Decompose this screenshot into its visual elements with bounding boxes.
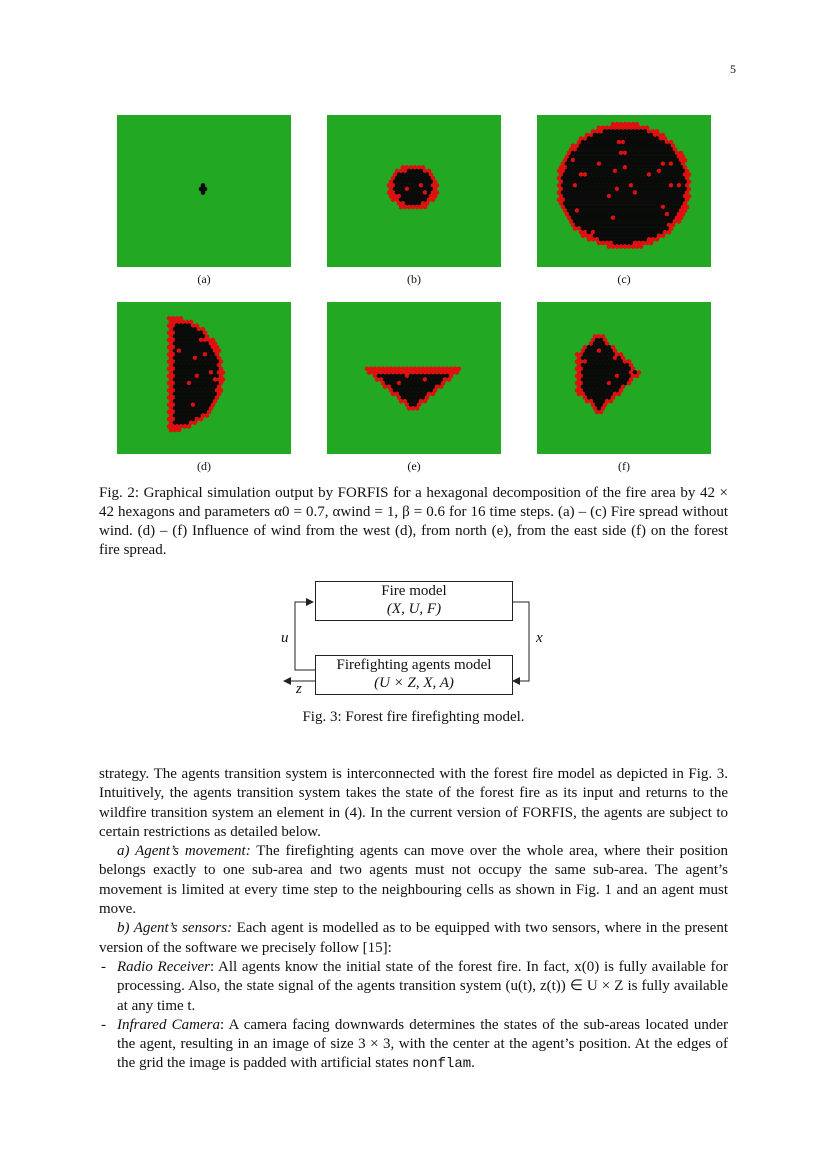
burning-cell: [607, 244, 612, 249]
paragraph-2-heading: a) Agent’s movement:: [117, 843, 251, 860]
burning-cell: [609, 399, 614, 404]
burning-cell: [601, 241, 606, 246]
burning-cell: [615, 244, 620, 249]
paragraph-3-heading: b) Agent’s sensors:: [117, 920, 233, 937]
burning-cell: [599, 410, 604, 415]
burning-cell: [367, 370, 372, 375]
fire-panel-a-svg: [117, 115, 291, 267]
bullet-2-end: .: [471, 1055, 475, 1072]
burning-cell: [169, 428, 174, 433]
bullet-1-text: : All agents know the initial state of the forest fire. In fact, x(0) is fully available for processing. Also, the state signal of the agents transition system (u(t), z(t)) ∈ U × Z is fully available at any time t.: [117, 958, 728, 1014]
figure3-diagram: [270, 575, 560, 700]
bullet-1-heading: Radio Receiver: [117, 958, 210, 975]
sensor-list: [99, 958, 728, 1075]
agents-model-tuple: (U × Z, X, A): [374, 675, 454, 691]
body-text: [99, 765, 728, 1075]
fire-panel-d: [117, 302, 291, 454]
burning-cell: [403, 205, 408, 210]
burning-cell: [431, 392, 436, 397]
burning-cell: [205, 413, 210, 418]
list-item: [99, 958, 728, 1016]
burning-cell: [391, 198, 396, 203]
burning-cell: [655, 237, 660, 242]
fire-panel-a: [117, 115, 291, 267]
burning-cell: [581, 234, 586, 239]
burning-cell: [611, 244, 616, 249]
burning-cell: [173, 428, 178, 433]
subfig-label-f: (f): [618, 459, 630, 473]
burning-cell: [419, 205, 424, 210]
burning-cell: [177, 428, 182, 433]
agents-model-box: [315, 655, 513, 695]
burning-cell: [183, 424, 188, 429]
bullet-dash: -: [101, 1016, 106, 1033]
arrow-u: [295, 602, 315, 670]
burning-cell: [639, 244, 644, 249]
burning-cell: [667, 230, 672, 235]
burning-cell: [375, 377, 380, 382]
fire-panel-c-svg: [537, 115, 711, 267]
paragraph-3: [99, 919, 728, 958]
label-z: z: [296, 681, 302, 697]
burning-cell: [415, 406, 420, 411]
burning-cell: [645, 241, 650, 246]
burning-cell: [193, 421, 198, 426]
burning-cell: [587, 237, 592, 242]
fire-model-title: Fire model: [381, 583, 447, 599]
burning-cell: [391, 392, 396, 397]
burning-cell: [591, 237, 596, 242]
burning-cell: [455, 370, 460, 375]
burning-cell: [631, 244, 636, 249]
figure2-caption: Fig. 2: Graphical simulation output by FORFIS for a hexagonal decomposition of the fire area by 42 × 42 hexagons and parameters α0 = 0.7, αwind = 1, β = 0.6 for 16 time steps. (a) – (c) Fire spread without wind. (d) – (f) Influence of wind from the west (d), from north (e), from the east side (f) on the forest fire spread.: [99, 485, 728, 558]
burning-cell: [411, 406, 416, 411]
fire-panel-b-svg: [327, 115, 501, 267]
fire-panel-c: [537, 115, 711, 267]
fire-panel-e: [327, 302, 501, 454]
burning-cell: [627, 244, 632, 249]
burning-cell: [585, 399, 590, 404]
fire-panel-f: [537, 302, 711, 454]
burning-cell: [399, 399, 404, 404]
paragraph-3-text: Each agent is modelled as to be equipped with two sensors, where in the present version of the software we precisely follow [15]:: [99, 920, 728, 956]
burning-cell: [423, 399, 428, 404]
label-u: u: [281, 630, 289, 646]
paragraph-2-text: The firefighting agents can move over the whole area, where their position belongs exactly to one sub-area and two agents must not occupy the same sub-area. The agent’s movement is limited at every time step to the neighbouring cells as shown in Fig. 1 and an agent must move.: [99, 843, 728, 918]
burning-cell: [411, 205, 416, 210]
paragraph-2: [99, 842, 728, 919]
paragraph-1: strategy. The agents transition system is interconnected with the forest fire model as depicted in Fig. 3. Intuitively, the agents transition system takes the state of the forest fire as its input and returns to the wildfire transition system an element in (4). In the current version of FORFIS, the agents are subject to certain restrictions as detailed below.: [99, 766, 728, 840]
list-item: [99, 1016, 728, 1075]
label-x: x: [536, 630, 543, 646]
burning-cell: [423, 205, 428, 210]
subfig-label-b: (b): [407, 272, 421, 286]
subfig-label-e: (e): [407, 459, 421, 473]
burning-cell: [415, 205, 420, 210]
fire-model-tuple: (X, U, F): [386, 601, 442, 617]
burning-cell: [399, 205, 404, 210]
bullet-2-code: nonflam: [412, 1056, 472, 1073]
burning-cell: [187, 424, 192, 429]
fire-panel-e-svg: [327, 302, 501, 454]
burning-cell: [649, 241, 654, 246]
figure3-caption: Fig. 3: Forest fire firefighting model.: [302, 709, 525, 725]
burning-cell: [661, 234, 666, 239]
subfig-label-d: (d): [197, 459, 211, 473]
burning-cell: [383, 385, 388, 390]
burning-cell: [431, 198, 436, 203]
subfig-label-c: (c): [617, 272, 631, 286]
page-number: 5: [730, 62, 736, 76]
fire-panel-d-svg: [117, 302, 291, 454]
burning-cell: [407, 205, 412, 210]
burning-cell: [439, 385, 444, 390]
burning-cell: [573, 226, 578, 231]
bullet-2-heading: Infrared Camera: [117, 1016, 220, 1033]
burning-cell: [577, 392, 582, 397]
burning-cell: [447, 377, 452, 382]
burning-cell: [199, 417, 204, 422]
fire-model-box: [315, 581, 513, 621]
burning-cell: [597, 241, 602, 246]
burning-cell: [407, 406, 412, 411]
bullet-dash: -: [101, 958, 106, 975]
arrow-x: [511, 602, 529, 681]
fire-panel-f-svg: [537, 302, 711, 454]
burning-cell: [635, 374, 640, 379]
burning-cell: [595, 410, 600, 415]
burning-cell: [623, 244, 628, 249]
burning-cell: [619, 244, 624, 249]
burning-cell: [677, 219, 682, 224]
burning-cell: [635, 244, 640, 249]
subfig-label-a: (a): [197, 272, 211, 286]
burnt-cell: [201, 190, 206, 195]
bullet-2-text: : A camera facing downwards determines the states of the sub-areas located under the agent, resulting in an image of size 3 × 3, with the center at the agent’s position. At the edges of the grid the image is padded with artificial states: [117, 1016, 728, 1072]
agents-model-title: Firefighting agents model: [336, 657, 492, 673]
fire-panel-b: [327, 115, 501, 267]
burning-cell: [627, 381, 632, 386]
burning-cell: [617, 392, 622, 397]
